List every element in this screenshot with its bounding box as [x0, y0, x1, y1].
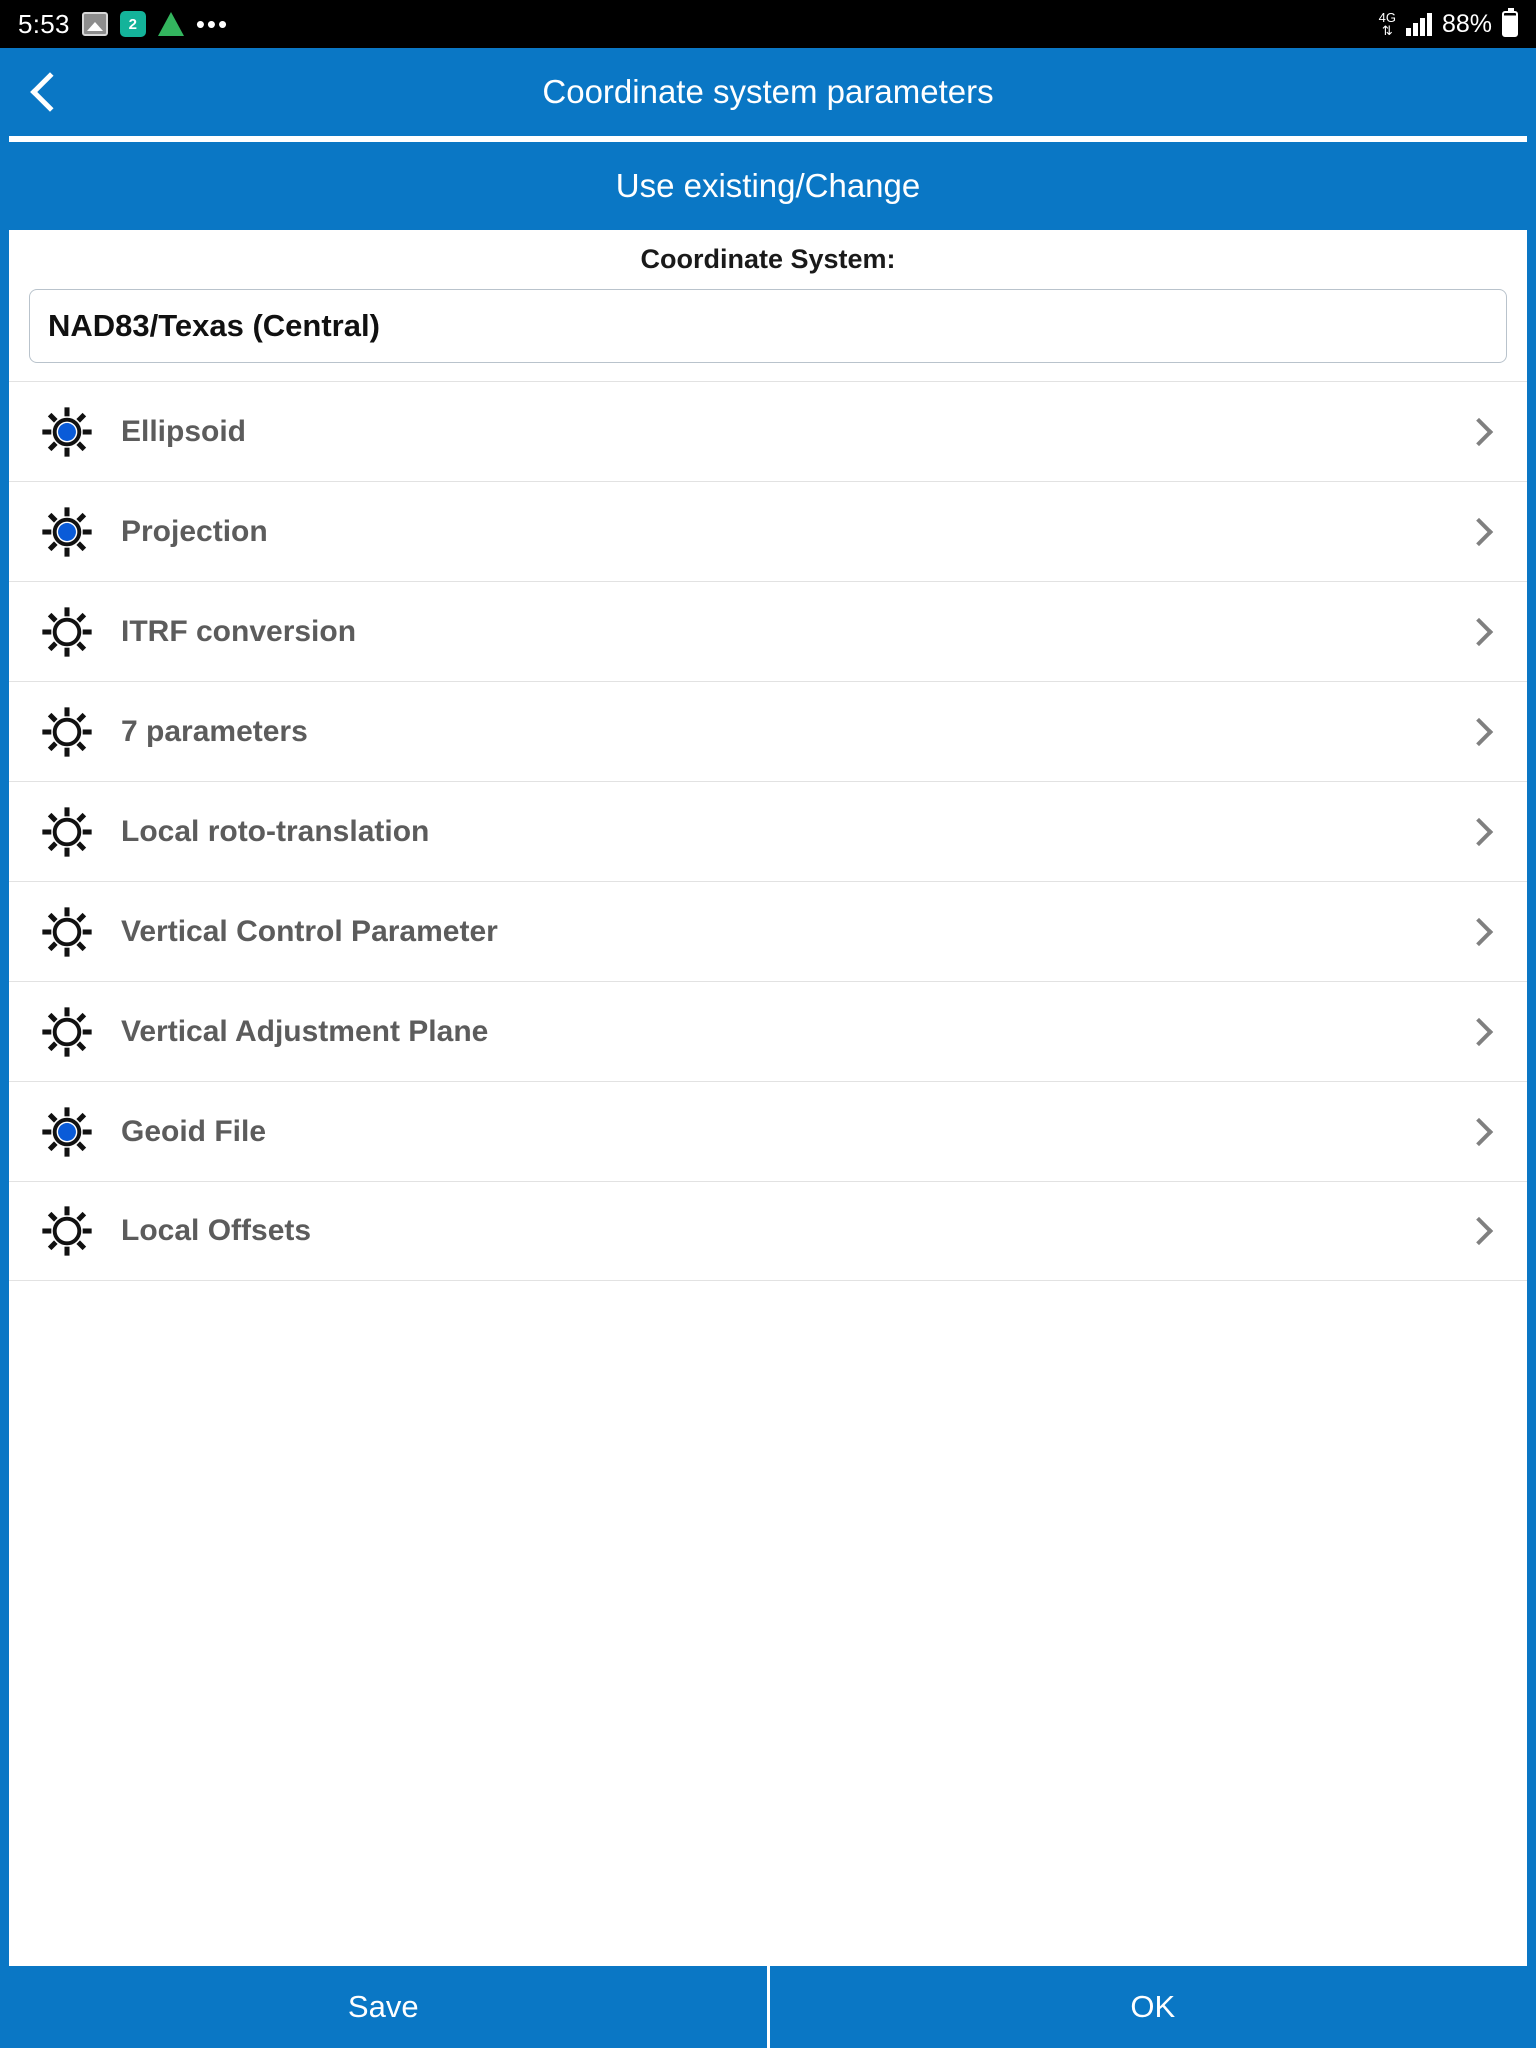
ok-button[interactable]: OK [1130, 1989, 1176, 2024]
chevron-right-icon [1465, 1217, 1493, 1245]
chevron-right-icon [1465, 1117, 1493, 1145]
status-bar [0, 0, 1536, 48]
gear-icon [39, 604, 95, 660]
list-item-label: Projection [121, 514, 268, 548]
list-item-local-offsets[interactable] [9, 1181, 1527, 1281]
list-item-vertical-adjustment-plane[interactable] [9, 981, 1527, 1081]
gear-icon [39, 1004, 95, 1060]
chevron-right-icon [1465, 817, 1493, 845]
status-bar-left [18, 9, 229, 40]
status-bar-right [1379, 10, 1518, 39]
list-item-label: Ellipsoid [121, 414, 247, 448]
battery-percent-label: 88% [1441, 9, 1492, 38]
coordinate-system-section [9, 230, 1527, 381]
list-item-label: Vertical Adjustment Plane [121, 1014, 489, 1048]
green-app-icon [120, 11, 146, 37]
bottom-action-bar [0, 1966, 1536, 2048]
data-arrows-icon: ⇅ [1381, 23, 1393, 38]
chevron-right-icon [1465, 517, 1493, 545]
list-item-label: Vertical Control Parameter [121, 914, 498, 948]
back-chevron-icon [30, 72, 70, 112]
list-item-label: 7 parameters [121, 714, 308, 748]
content-frame [0, 136, 1536, 1966]
chevron-right-icon [1465, 917, 1493, 945]
battery-icon [1502, 11, 1518, 37]
chevron-right-icon [1465, 417, 1493, 445]
list-item-ellipsoid[interactable] [9, 381, 1527, 481]
photo-icon [82, 12, 108, 36]
triangle-app-icon [158, 12, 184, 36]
gear-icon [39, 904, 95, 960]
back-button[interactable] [0, 48, 90, 136]
list-item-label: Geoid File [121, 1114, 267, 1148]
list-item-7-parameters[interactable] [9, 681, 1527, 781]
empty-area [9, 1281, 1527, 1966]
gear-icon [39, 1203, 95, 1259]
title-bar [0, 48, 1536, 136]
coordinate-system-label: Coordinate System: [640, 244, 896, 274]
coordinate-system-input[interactable]: NAD83/Texas (Central) [29, 289, 1507, 363]
network-type-label: 4G [1378, 10, 1396, 25]
chevron-right-icon [1465, 1017, 1493, 1045]
use-existing-change-button[interactable]: Use existing/Change [9, 142, 1527, 230]
list-item-label: ITRF conversion [121, 614, 357, 648]
status-time: 5:53 [18, 8, 70, 39]
chevron-right-icon [1465, 617, 1493, 645]
save-button[interactable]: Save [347, 1989, 419, 2024]
signal-icon [1406, 12, 1432, 36]
list-item-itrf-conversion[interactable] [9, 581, 1527, 681]
page-title: Coordinate system parameters [542, 73, 994, 110]
list-item-local-roto-translation[interactable] [9, 781, 1527, 881]
list-item-label: Local Offsets [121, 1214, 312, 1247]
list-item-label: Local roto-translation [121, 814, 430, 848]
chevron-right-icon [1465, 717, 1493, 745]
list-item-vertical-control-parameter[interactable] [9, 881, 1527, 981]
gear-icon [39, 404, 95, 460]
green-app-badge-label: 2 [120, 11, 146, 37]
gear-icon [39, 504, 95, 560]
gear-icon [39, 1104, 95, 1160]
list-item-geoid-file[interactable] [9, 1081, 1527, 1181]
gear-icon [39, 704, 95, 760]
more-dots-icon: ••• [195, 9, 230, 39]
list-item-projection[interactable] [9, 481, 1527, 581]
parameters-list [9, 381, 1527, 1281]
gear-icon [39, 804, 95, 860]
network-type-icon [1379, 11, 1396, 37]
